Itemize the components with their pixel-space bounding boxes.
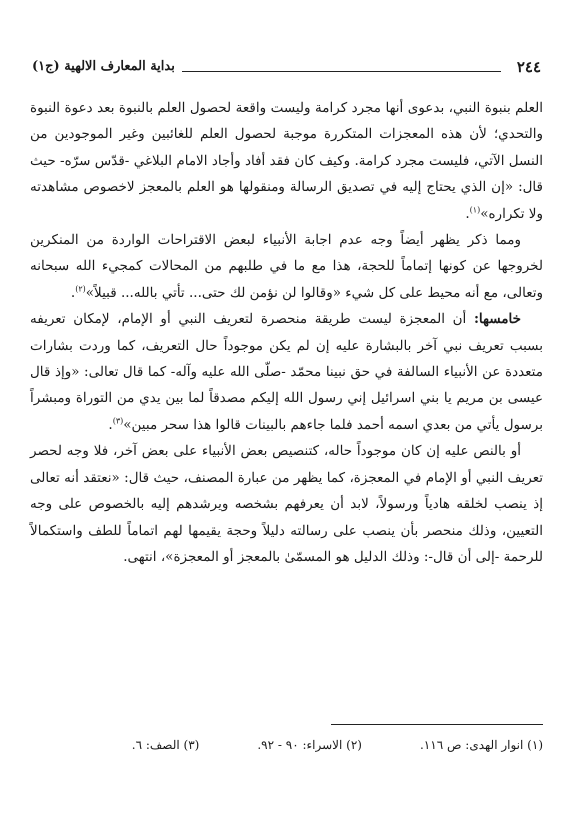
footnotes — [30, 738, 543, 752]
paragraph — [30, 227, 543, 306]
main-text — [30, 95, 543, 570]
paragraph — [30, 438, 543, 570]
paragraph-text: أو بالنص عليه إن كان موجوداً حاله، كتنصيص بعض الأنبياء على بعض آخر، فلا وجه لحصر تعريف النبي أو الإمام في المعجزة، كما يظهر من عبارة المصنف، حيث قال: «نعتقد أنه تعالى إذ ينصب لخلقه هادياً ورسولاً، لابد أن يعرفهم بشخصه ويرشدهم إليه بالخصوص على وجه التعيين، وذلك منحصر بأن ينصب على رسالته دليلاً وحجة يقيمها لهم اتماماً للطف واستكمالاً للرحمة -إلى أن قال-: وذلك الدليل هو المسمّىٰ بالمعجز أو المعجزة»، انتهى. — [30, 443, 543, 565]
running-title: بداية المعارف الالهية (ج١) — [32, 59, 175, 74]
footnote-item: (١) انوار الهدى: ص ١١٦. — [419, 738, 543, 752]
footnote-item: (٣) الصف: ٦. — [131, 738, 200, 752]
footnote-ref: (١) — [469, 205, 481, 215]
paragraph-lead: خامسها: — [473, 311, 521, 328]
page-number: ٢٤٤ — [516, 58, 541, 76]
paragraph-text: أن المعجزة ليست طريقة منحصرة لتعريف النبي أو الإمام، لإمكان تعريفه بسبب تعريف نبي آخر بالبشارة عليه إن لم يكن موجوداً حال التعريف، كما وردت بشارات متعددة عن الأنبياء السالفة في حق نبينا محمّد -صلّى الله عليه وآله- كما قال تعالى: «وإذ قال عيسى بن مريم يا بني اسرائيل إني رسول الله إليكم مصدقاً لما بين يدي من التوراة ومبشراً برسول يأتي من بعدي اسمه أحمد فلما جاءهم بالبينات قالوا هذا سحر مبين» — [30, 311, 543, 433]
paragraph-text: ومما ذكر يظهر أيضاً وجه عدم اجابة الأنبياء لبعض الاقتراحات الواردة من المنكرين لخروجها عن كونها إتماماً للحجة، هذا مع ما في طلبهم من المحالات كمجيء الله سبحانه وتعالى، مع أنه محيط على كل شيء «وقالوا لن نؤمن لك حتى... تأتي بالله... قبيلاً» — [30, 232, 543, 301]
paragraph — [30, 306, 543, 438]
page-header — [30, 58, 543, 82]
header-rule — [182, 71, 501, 72]
footnote-ref: (٢) — [75, 284, 86, 294]
footnote-rule — [331, 724, 543, 725]
paragraph-text: العلم بنبوة النبي، بدعوى أنها مجرد كرامة وليست واقعة لحصول العلم بالنبوة بعد دعوة النبوة والتحدي؛ لأن هذه المعجزات المتكررة موجبة لحصول العلم للغائبين وغير الموجودين من النسل الآتي، فليست مجرد كرامة. وكيف كان فقد أفاد وأجاد الامام البلاغي -قدّس سرّه- حيث قال: «إن الذي يحتاج إليه في تصديق الرسالة ومنقولها هو العلم بالمعجز لاخصوص مشاهدته ولا تكراره» — [30, 100, 543, 222]
paragraph-tail: . — [465, 205, 470, 222]
paragraph — [30, 95, 543, 227]
paragraph-tail: . — [108, 416, 113, 433]
footnote-ref: (٣) — [112, 416, 124, 426]
footnote-item: (٢) الاسراء: ٩٠ - ٩٢. — [257, 738, 362, 752]
paragraph-tail: . — [70, 284, 76, 301]
